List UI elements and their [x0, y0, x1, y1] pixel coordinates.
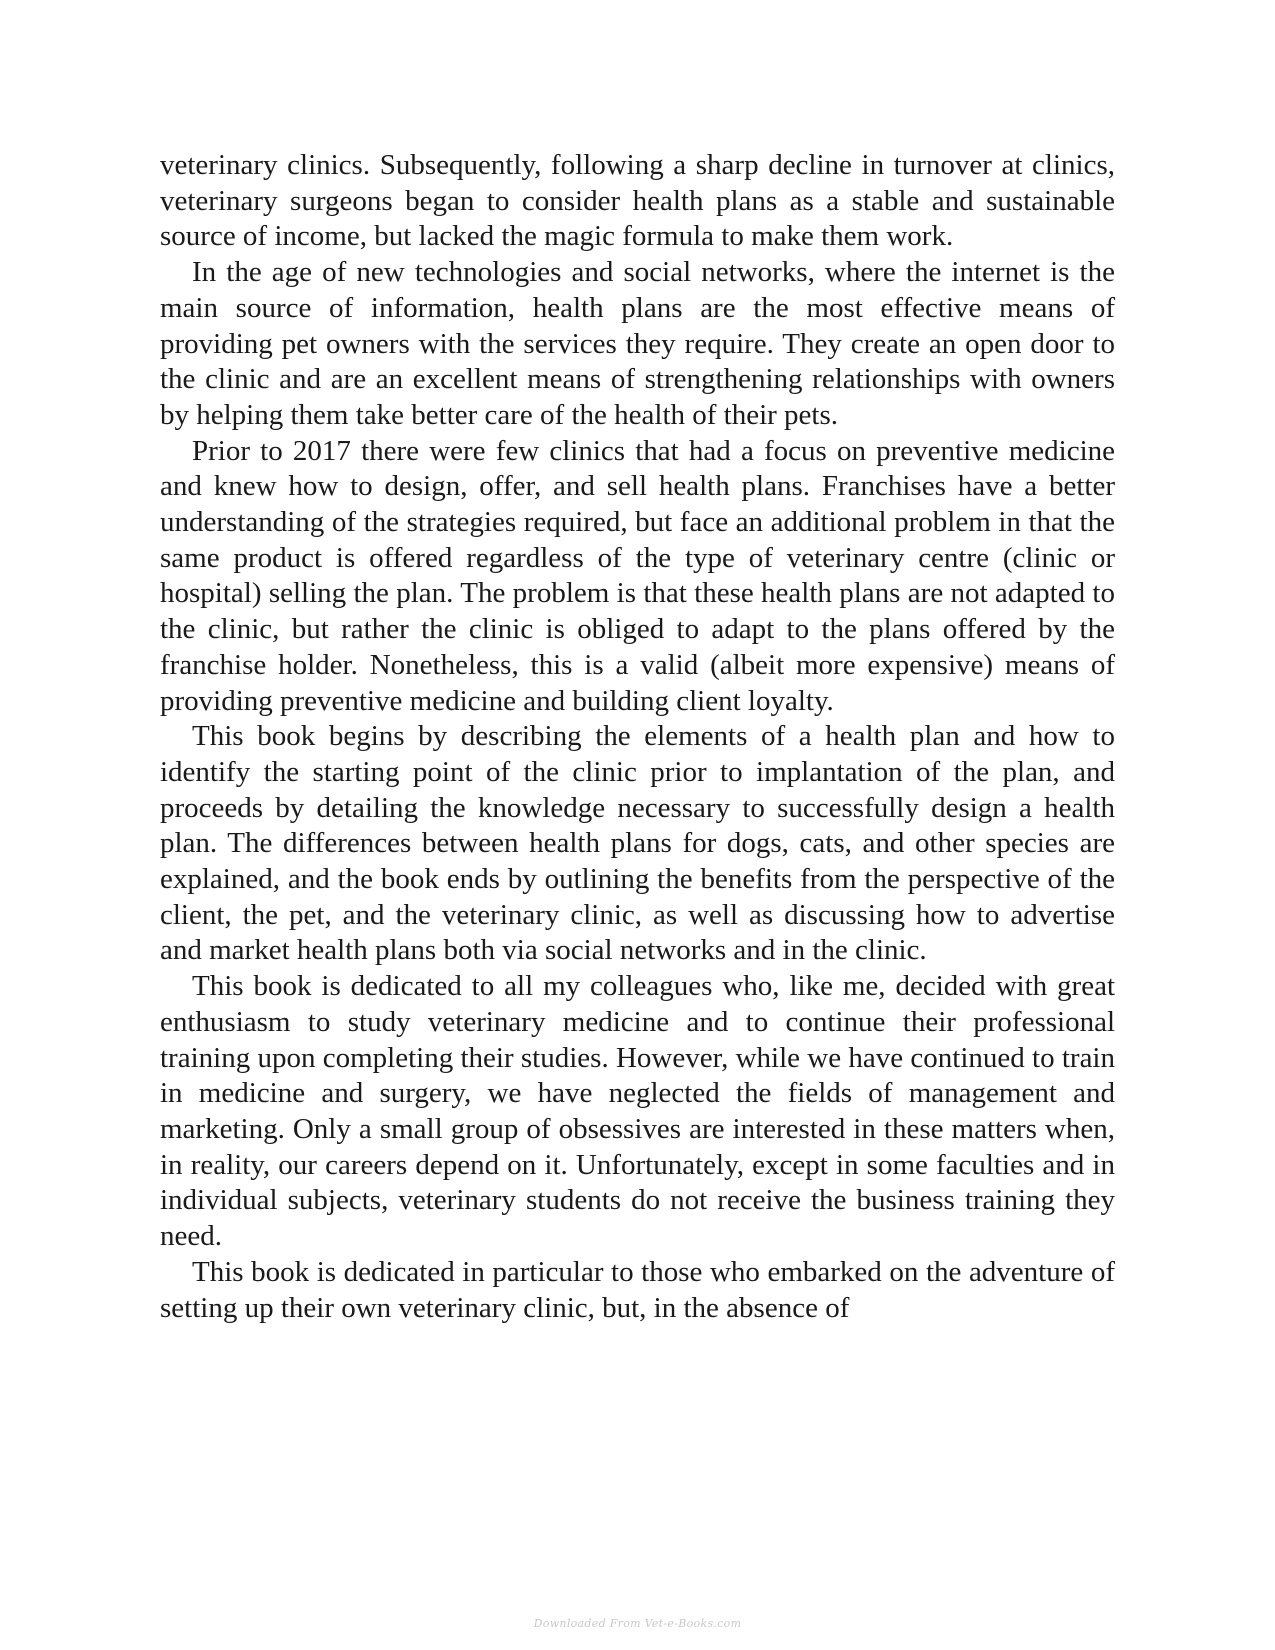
download-watermark: Downloaded From Vet-e-Books.com — [533, 1617, 742, 1630]
body-text — [160, 148, 1115, 1326]
paragraph-dedication-clinic-owners: This book is dedicated in particular to those who embarked on the adventure of setting up their own veterinary clinic, but, in the absence of — [160, 1255, 1115, 1324]
paragraph-internet-age: In the age of new technologies and social networks, where the internet is the main source of information, health plans are the most effective means of providing pet owners with the services they require. They create an open door to the clinic and are an excellent means of strengthening relationships with owners by helping them take better care of the health of their pets. — [160, 256, 1115, 431]
paragraph-dedication-colleagues: This book is dedicated to all my colleagues who, like me, decided with great enthusiasm to study veterinary medicine and to continue their professional training upon completing their studies. However, while we have continued to train in medicine and surgery, we have neglected the fields of management and marketing. Only a small group of obsessives are interested in these matters when, in reality, our careers depend on it. Unfortunately, except in some faculties and in individual subjects, veterinary students do not receive the business training they need. — [160, 970, 1115, 1253]
paragraph-prior-2017: Prior to 2017 there were few clinics that had a focus on preventive medicine and knew how to design, offer, and sell health plans. Franchises have a better understanding of the strategies required, but face an additional problem in that the same product is offered regardless of the type of veterinary centre (clinic or hospital) selling the plan. The problem is that these health plans are not adapted to the clinic, but rather the clinic is obliged to adapt to the plans offered by the franchise holder. Nonetheless, this is a valid (albeit more expensive) means of providing preventive medicine and building client loyalty. — [160, 434, 1115, 717]
paragraph-book-overview: This book begins by describing the elements of a health plan and how to identify the starting point of the clinic prior to implantation of the plan, and proceeds by detailing the knowledge necessary to successfully design a health plan. The differences between health plans for dogs, cats, and other species are explained, and the book ends by outlining the benefits from the perspective of the client, the pet, and the veterinary clinic, as well as discussing how to advertise and market health plans both via social networks and in the clinic. — [160, 720, 1115, 967]
paragraph-continued: veterinary clinics. Subsequently, following a sharp decline in turnover at clinics, veterinary surgeons began to consider health plans as a stable and sustainable source of income, but lacked the magic formula to make them work. — [160, 149, 1115, 253]
